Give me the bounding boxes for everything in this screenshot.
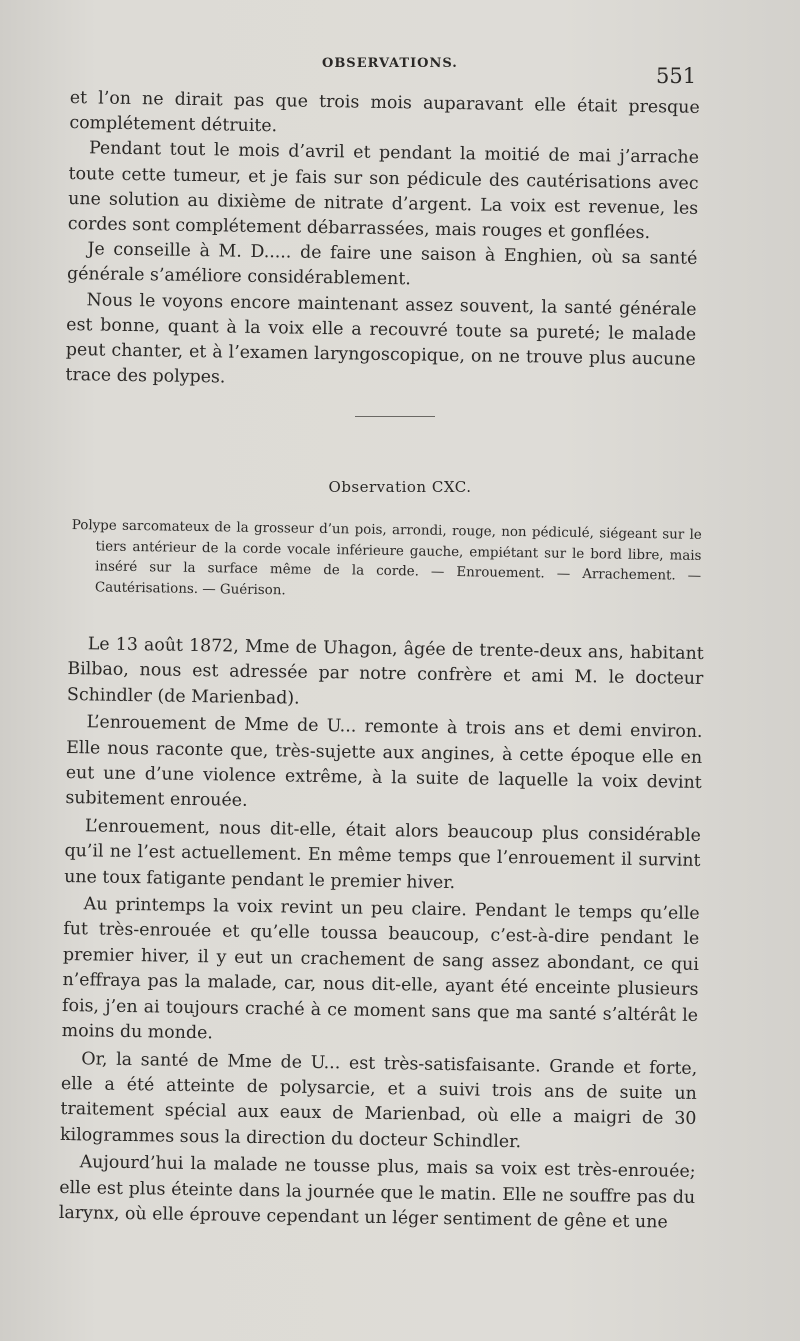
paragraph: L’enrouement de Mme de U... remonte à trois ans et demi environ. Elle nous raconte que, très-sujette aux angines, à cette époque elle en eut une d’une violence extrême, à la suite de laquelle la voix devint subitement enrouée. (65, 712, 703, 812)
paragraph: et l’on ne dirait pas que trois mois auparavant elle était presque complétement détruite. (69, 87, 700, 137)
paragraph: Je conseille à M. D..... de faire une saison à Enghien, où sa santé générale s’améliore considérablement. (66, 239, 698, 290)
running-head: OBSERVATIONS. (322, 56, 458, 71)
paragraph: Le 13 août 1872, Mme de Uhagon, âgée de trente-deux ans, habitant Bilbao, nous est adressée par notre confrère et ami M. le docteur Schindler (de Marienbad). (66, 634, 704, 709)
paragraph: Nous le voyons encore maintenant assez souvent, la santé générale est bonne, quant à la voix elle a recouvré toute sa pureté; le malade peut chanter, et à l’examen laryngoscopique, on ne trouve plus aucune trace des polypes. (65, 289, 697, 388)
observation-title: Observation CXC. (328, 478, 472, 496)
paragraph: Au printemps la voix revint un peu claire. Pendant le temps qu’elle fut très-enrouée et qu’elle toussa beaucoup, c’est-à-dire pendant le premier hiver, il y eut un crachement de sang assez abondant, ce qui n’effraya pas la malade, car, nous dit-elle, ayant été enceinte plusieurs fois, j’en ai toujours craché à ce moment sans que ma santé s’altérât le moins du monde. (61, 894, 700, 1044)
paragraph: L’enrouement, nous dit-elle, était alors beaucoup plus considérable qu’il ne l’est actuellement. En même temps que l’enrouement il survint une toux fatigante pendant le premier hiver. (64, 816, 702, 893)
paragraph: Pendant tout le mois d’avril et pendant la moitié de mai j’arrache toute cette tumeur, et je fais sur son pédicule des cautérisations avec une solution au dixième de nitrate d’argent. La voix est revenue, les cordes sont complétement débarrassées, mais rouges et gonflées. (67, 138, 700, 244)
observation-summary (71, 516, 702, 608)
previous-observation-text (65, 86, 700, 398)
section-divider (355, 416, 435, 417)
paragraph: Or, la santé de Mme de U... est très-satisfaisante. Grande et forte, elle a été atteinte de polysarcie, et a suivi trois ans de suite un traitement spécial aux eaux de Marienbad, où elle a maigri de 30 kilogrammes sous la direction du docteur Schindler. (59, 1048, 698, 1152)
paragraph: Aujourd’hui la malade ne tousse plus, mais sa voix est très-enrouée; elle est plus éteinte dans la journée que le matin. Elle ne souffre pas du larynx, où elle éprouve cependant un léger sentiment de gêne et une (58, 1152, 696, 1233)
observation-body (59, 632, 704, 1238)
page-number: 551 (656, 64, 697, 88)
summary-text: Polype sarcomateux de la grosseur d’un pois, arrondi, rouge, non pédiculé, siégeant sur le tiers antérieur de la corde vocale inférieure gauche, empiétant sur le bord libre, mais inséré sur la surface même de la corde. — Enrouement. — Arrachement. — Cautérisations. — Guérison. (71, 517, 702, 599)
